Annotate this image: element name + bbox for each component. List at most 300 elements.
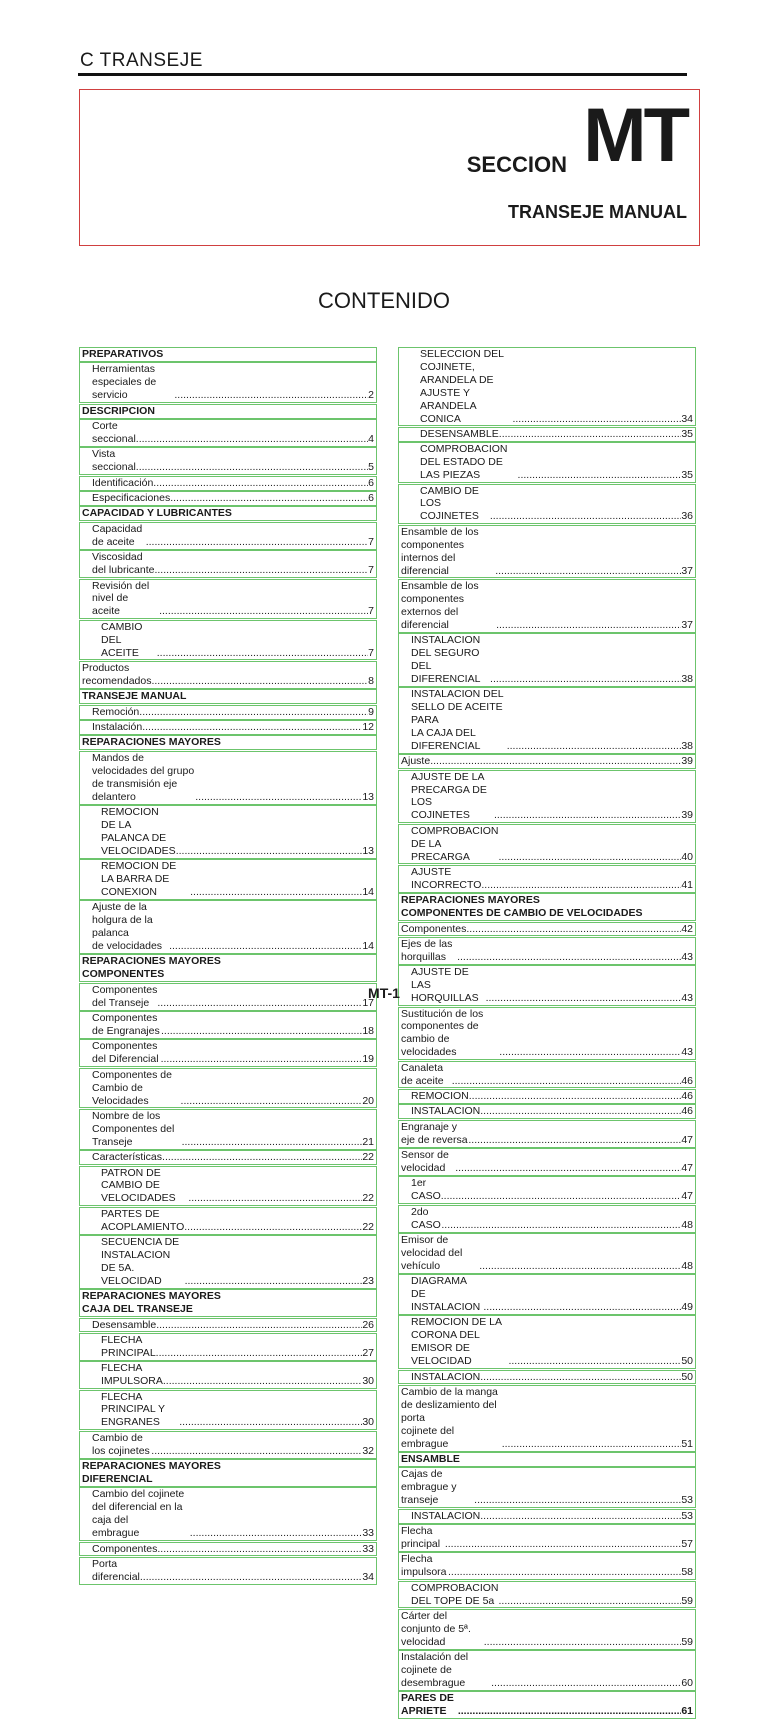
toc-heading[interactable] [79, 347, 377, 362]
toc-dot-leader [445, 1538, 681, 1551]
toc-page-number: 22 [362, 1192, 374, 1205]
toc-page-number: 35 [681, 469, 693, 482]
toc-entry[interactable] [79, 1333, 377, 1361]
toc-dot-leader [151, 1445, 362, 1458]
toc-heading[interactable] [398, 1452, 696, 1467]
toc-page-number: 6 [368, 492, 374, 505]
toc-page-number: 34 [362, 1570, 374, 1583]
toc-dot-leader [156, 1319, 362, 1332]
toc-entry-title: CAMBIO DEL ACEITE [101, 620, 143, 659]
toc-entry[interactable] [398, 1609, 696, 1650]
toc-page-number: 34 [681, 412, 693, 425]
toc-entry-title: DIAGRAMA DE INSTALACION [411, 1275, 481, 1314]
toc-entry-title: FLECHA PRINCIPAL [101, 1333, 156, 1359]
toc-dot-leader [184, 1221, 362, 1234]
toc-page-number: 47 [681, 1161, 693, 1174]
toc-entry-title: INSTALACION [411, 1509, 481, 1522]
toc-entry-title: CAPACIDAD Y LUBRICANTES [82, 507, 232, 520]
toc-entry-title: REPARACIONES MAYORES COMPONENTES [82, 955, 221, 981]
toc-page-number: 36 [681, 510, 693, 523]
toc-entry-title: PARES DE APRIETE [401, 1692, 454, 1718]
toc-page-number: 8 [368, 674, 374, 687]
toc-entry-title: Flecha principal [401, 1525, 441, 1550]
toc-entry[interactable] [79, 362, 377, 403]
toc-entry-title: INSTALACION [411, 1370, 481, 1383]
toc-entry-title: AJUSTE DE LAS HORQUILLAS [411, 966, 479, 1005]
toc-page-number: 53 [681, 1509, 693, 1522]
toc-entry-title: FLECHA IMPULSORA [101, 1362, 163, 1388]
toc-entry-title: Identificación [92, 476, 154, 489]
toc-heading[interactable] [398, 893, 696, 921]
toc-entry[interactable] [398, 1205, 696, 1233]
toc-entry[interactable] [79, 859, 377, 900]
toc-dot-leader [156, 1347, 363, 1360]
toc-entry[interactable] [79, 579, 377, 620]
toc-dot-leader [151, 675, 368, 688]
toc-entry-title: REMOCION DE LA CORONA DEL EMISOR DE VELOCIDAD [411, 1316, 502, 1368]
toc-dot-leader [507, 740, 682, 753]
toc-entry[interactable] [79, 1361, 377, 1389]
toc-entry[interactable] [79, 1431, 377, 1459]
toc-page-number: 20 [362, 1094, 374, 1107]
toc-entry-title: Componentes del Diferencial [92, 1040, 159, 1066]
toc-dot-leader [190, 886, 362, 899]
toc-column-left [79, 347, 377, 1585]
toc-entry[interactable] [398, 922, 696, 937]
toc-entry-title: Desensamble [92, 1318, 157, 1331]
toc-dot-leader [142, 721, 362, 734]
toc-dot-leader [179, 1416, 362, 1429]
toc-dot-leader [480, 1510, 681, 1523]
toc-dot-leader [161, 1025, 362, 1038]
section-code: MT [583, 93, 687, 178]
toc-heading[interactable] [398, 1691, 696, 1719]
toc-entry[interactable] [398, 1007, 696, 1061]
toc-page-number: 5 [368, 461, 374, 474]
toc-heading[interactable] [79, 506, 377, 521]
toc-entry-title: REPARACIONES MAYORES DIFERENCIAL [82, 1460, 221, 1485]
toc-dot-leader [452, 1075, 682, 1088]
toc-page-number: 7 [368, 564, 374, 577]
toc-dot-leader [161, 1053, 363, 1066]
toc-entry[interactable] [398, 1552, 696, 1580]
toc-entry[interactable] [79, 805, 377, 859]
toc-entry-title: Ensamble de los componentes internos del diferencial [401, 525, 479, 577]
toc-page-number: 47 [681, 1133, 693, 1146]
toc-page-number: 33 [362, 1542, 374, 1555]
toc-dot-leader [162, 1151, 362, 1164]
toc-page-number: 39 [681, 809, 693, 822]
toc-entry[interactable] [79, 1318, 377, 1333]
contents-title: CONTENIDO [318, 288, 450, 313]
section-title-box [79, 89, 700, 246]
toc-entry[interactable] [79, 1487, 377, 1541]
toc-dot-leader [466, 923, 681, 936]
toc-entry-title: AJUSTE INCORRECTO [411, 865, 482, 891]
chapter-rule [78, 73, 687, 76]
toc-dot-leader [136, 433, 368, 446]
toc-entry-title: Vista seccional [92, 448, 136, 474]
toc-entry-title: INSTALACION [411, 1105, 481, 1118]
toc-page-number: 9 [368, 705, 374, 718]
toc-dot-leader [480, 1105, 681, 1118]
toc-page-number: 42 [681, 922, 693, 935]
toc-page-number: 38 [681, 672, 693, 685]
toc-entry[interactable] [398, 1274, 696, 1315]
toc-page-number: 43 [681, 992, 693, 1005]
toc-entry-title: Sensor de velocidad [401, 1149, 449, 1174]
seccion-label: SECCION [466, 152, 567, 177]
toc-entry-title: Ajuste [401, 755, 431, 768]
toc-dot-leader [518, 469, 682, 482]
toc-entry-title: PARTES DE ACOPLAMIENTO [101, 1207, 185, 1233]
toc-entry-title: PATRON DE CAMBIO DE VELOCIDADES [101, 1166, 176, 1205]
toc-entry[interactable] [398, 525, 696, 579]
toc-entry[interactable] [79, 1011, 377, 1039]
toc-entry-title: Características [92, 1151, 163, 1164]
toc-dot-leader [479, 1260, 681, 1273]
toc-page-number: 23 [362, 1274, 374, 1287]
toc-entry-title: Instalación del cojinete de desembrague [401, 1651, 469, 1689]
toc-entry[interactable] [79, 620, 377, 661]
toc-entry[interactable] [398, 770, 696, 824]
toc-entry[interactable] [398, 1385, 696, 1452]
toc-dot-leader [508, 1355, 681, 1368]
toc-dot-leader [140, 1571, 362, 1584]
chapter-heading: C TRANSEJE [80, 50, 203, 71]
toc-entry-title: REPARACIONES MAYORES [82, 736, 221, 749]
toc-page-number: 47 [681, 1190, 693, 1203]
toc-page-number: 7 [368, 646, 374, 659]
toc-entry-title: CAMBIO DE LOS COJINETES [420, 484, 479, 523]
toc-entry[interactable] [79, 1542, 377, 1557]
toc-dot-leader [458, 1705, 681, 1718]
toc-dot-leader [490, 510, 681, 523]
toc-page-number: 14 [362, 885, 374, 898]
toc-entry[interactable] [398, 1089, 696, 1104]
toc-entry-title: REMOCION DE LA BARRA DE CONEXION [101, 860, 177, 898]
toc-dot-leader [512, 413, 681, 426]
toc-entry[interactable] [398, 427, 696, 442]
toc-dot-leader [136, 461, 368, 474]
toc-page-number: 14 [362, 940, 374, 953]
toc-entry-title: Porta diferencial [92, 1557, 140, 1583]
toc-dot-leader [496, 619, 681, 632]
toc-entry-title: 1er CASO [411, 1177, 441, 1203]
toc-page-number: 46 [681, 1105, 693, 1118]
toc-entry-title: Herramientas especiales de servicio [92, 363, 157, 402]
page-number: MT-1 [368, 985, 400, 1001]
toc-page-number: 50 [681, 1355, 693, 1368]
toc-entry[interactable] [398, 1509, 696, 1524]
toc-page-number: 57 [681, 1537, 693, 1550]
toc-entry-title: FLECHA PRINCIPAL Y ENGRANES [101, 1390, 165, 1429]
toc-entry[interactable] [79, 419, 377, 447]
toc-entry-title: Componentes del Transeje [92, 983, 158, 1009]
toc-column-right [398, 347, 696, 1720]
toc-dot-leader [484, 1636, 682, 1649]
toc-entry-title: Capacidad de aceite [92, 522, 143, 548]
toc-entry[interactable] [398, 633, 696, 687]
toc-page-number: 38 [681, 739, 693, 752]
toc-entry-title: REMOCION DE LA PALANCA DE VELOCIDADES [101, 806, 176, 857]
toc-dot-leader [448, 1566, 681, 1579]
toc-page-number: 27 [362, 1346, 374, 1359]
toc-page-number: 53 [681, 1494, 693, 1507]
toc-entry-title: Sustitución de los componentes de cambio de velocidades [401, 1007, 484, 1059]
toc-dot-leader [468, 1134, 681, 1147]
toc-entry[interactable] [79, 1390, 377, 1431]
toc-entry[interactable] [398, 484, 696, 525]
toc-entry-title: Viscosidad del lubricante [92, 551, 155, 577]
toc-dot-leader [190, 1527, 363, 1540]
toc-dot-leader [469, 1090, 682, 1103]
toc-entry[interactable] [398, 937, 696, 965]
toc-entry[interactable] [79, 522, 377, 550]
toc-dot-leader [174, 389, 368, 402]
toc-dot-leader [502, 1438, 682, 1451]
toc-dot-leader [457, 951, 681, 964]
toc-entry[interactable] [398, 824, 696, 865]
toc-entry-title: Cárter del conjunto de 5ª. velocidad [401, 1609, 471, 1648]
toc-entry[interactable] [398, 1467, 696, 1508]
toc-page-number: 37 [681, 564, 693, 577]
toc-page-number: 41 [681, 878, 693, 891]
toc-entry[interactable] [398, 1148, 696, 1176]
toc-entry-title: Canaleta de aceite [401, 1061, 444, 1087]
toc-entry[interactable] [398, 865, 696, 893]
toc-entry-title: Componentes de Engranajes [92, 1012, 160, 1037]
toc-page-number: 48 [681, 1259, 693, 1272]
toc-page-number: 7 [368, 535, 374, 548]
toc-entry-title: SELECCION DEL COJINETE, ARANDELA DE AJUSTE Y ARANDELA CONICA [420, 348, 504, 425]
toc-page-number: 22 [362, 1220, 374, 1233]
toc-entry[interactable] [398, 1370, 696, 1385]
toc-dot-leader [195, 791, 362, 804]
toc-entry-title: TRANSEJE MANUAL [82, 690, 187, 703]
toc-page-number: 30 [362, 1375, 374, 1388]
toc-entry-title: Revisión del nivel de aceite [92, 579, 150, 618]
toc-entry[interactable] [398, 754, 696, 769]
toc-entry[interactable] [398, 1104, 696, 1119]
toc-entry-title: 2do CASO [411, 1205, 441, 1231]
toc-heading[interactable] [79, 689, 377, 704]
section-title: TRANSEJE MANUAL [507, 202, 687, 222]
toc-dot-leader [455, 1162, 681, 1175]
toc-entry[interactable] [79, 661, 377, 689]
toc-dot-leader [181, 1095, 363, 1108]
toc-dot-leader [499, 1046, 681, 1059]
toc-entry-title: Componentes [92, 1542, 158, 1555]
toc-page-number: 12 [362, 721, 374, 734]
toc-entry-title: INSTALACION DEL SELLO DE ACEITE PARA LA CAJA DEL DIFERENCIAL [411, 688, 504, 752]
toc-page-number: 33 [362, 1527, 374, 1540]
toc-entry-title: COMPROBACION DEL TOPE DE 5a [411, 1581, 499, 1607]
toc-dot-leader [430, 755, 681, 768]
toc-entry-title: DESENSAMBLE [420, 427, 499, 440]
toc-page-number: 26 [362, 1318, 374, 1331]
toc-page-number: 2 [368, 389, 374, 402]
toc-page-number: 60 [681, 1677, 693, 1689]
toc-page-number: 48 [681, 1218, 693, 1231]
toc-page-number: 40 [681, 850, 693, 863]
toc-dot-leader [491, 1677, 681, 1690]
toc-page-number: 13 [362, 790, 374, 803]
toc-dot-leader [499, 851, 682, 864]
toc-entry[interactable] [79, 720, 377, 735]
toc-entry-title: Cambio de los cojinetes [92, 1431, 150, 1457]
toc-heading[interactable] [79, 735, 377, 750]
toc-entry-title: Componentes de Cambio de Velocidades [92, 1068, 172, 1107]
toc-dot-leader [170, 492, 368, 505]
toc-entry[interactable] [79, 705, 377, 720]
toc-heading[interactable] [79, 954, 377, 982]
toc-dot-leader [169, 940, 362, 953]
toc-page-number: 49 [681, 1301, 693, 1314]
toc-dot-leader [441, 1219, 681, 1232]
toc-entry[interactable] [398, 579, 696, 633]
toc-page-number: 13 [362, 844, 374, 857]
toc-entry-title: COMPROBACION DEL ESTADO DE LAS PIEZAS [420, 443, 508, 482]
toc-page-number: 59 [681, 1635, 693, 1648]
toc-entry[interactable] [398, 347, 696, 426]
toc-dot-leader [185, 1275, 363, 1288]
toc-page-number: 43 [681, 950, 693, 963]
toc-entry-title: PREPARATIVOS [82, 348, 164, 360]
toc-entry[interactable] [79, 447, 377, 475]
toc-page-number: 61 [681, 1705, 693, 1718]
toc-page-number: 18 [362, 1025, 374, 1037]
toc-page-number: 35 [681, 427, 693, 440]
toc-entry-title: Nombre de los Componentes del Transeje [92, 1109, 175, 1148]
toc-page-number: 43 [681, 1046, 693, 1059]
toc-entry[interactable] [398, 1650, 696, 1691]
toc-page-number: 21 [362, 1135, 374, 1148]
toc-entry[interactable] [398, 1581, 696, 1609]
toc-page-number: 17 [362, 996, 374, 1009]
toc-entry[interactable] [79, 550, 377, 578]
toc-page-number: 30 [362, 1416, 374, 1429]
toc-entry-title: COMPROBACION DE LA PRECARGA [411, 824, 499, 863]
toc-dot-leader [481, 879, 681, 892]
toc-entry-title: Cambio de la manga de deslizamiento del porta cojinete del embrague [401, 1385, 498, 1450]
toc-dot-leader [182, 1136, 363, 1149]
toc-dot-leader [153, 477, 368, 490]
toc-dot-leader [495, 565, 681, 578]
toc-entry[interactable] [79, 1039, 377, 1067]
toc-page-number: 59 [681, 1594, 693, 1607]
toc-dot-leader [474, 1494, 681, 1507]
toc-entry-title: Cajas de embrague y transeje [401, 1468, 457, 1507]
toc-heading[interactable] [79, 1459, 377, 1487]
toc-dot-leader [188, 1192, 362, 1205]
toc-page-number: 58 [681, 1566, 693, 1579]
toc-page-number: 51 [681, 1437, 693, 1450]
toc-entry-title: Productos recomendados [82, 661, 152, 687]
toc-entry[interactable] [398, 687, 696, 754]
toc-entry[interactable] [398, 1315, 696, 1369]
toc-heading[interactable] [79, 404, 377, 419]
toc-page-number: 22 [362, 1151, 374, 1164]
toc-entry[interactable] [398, 1176, 696, 1204]
toc-entry-title: DESCRIPCION [82, 404, 155, 417]
toc-entry-title: ENSAMBLE [401, 1453, 460, 1465]
toc-entry-title: INSTALACION DEL SEGURO DEL DIFERENCIAL [411, 634, 481, 685]
toc-entry[interactable] [79, 1068, 377, 1109]
toc-page-number: 32 [362, 1444, 374, 1457]
toc-dot-leader [154, 564, 368, 577]
toc-entry-title: Ajuste de la holgura de la palanca de velocidades [92, 901, 163, 953]
toc-entry[interactable] [79, 900, 377, 954]
toc-entry-title: Instalación [92, 721, 143, 734]
toc-dot-leader [499, 428, 682, 441]
toc-entry-title: Componentes [401, 922, 467, 935]
toc-entry[interactable] [79, 751, 377, 805]
toc-entry-title: SECUENCIA DE INSTALACION DE 5A. VELOCIDAD [101, 1236, 180, 1287]
toc-entry[interactable] [398, 1120, 696, 1148]
toc-entry[interactable] [398, 442, 696, 483]
toc-dot-leader [490, 673, 681, 686]
toc-page-number: 7 [368, 605, 374, 618]
toc-entry-title: Remoción [92, 705, 140, 718]
toc-entry[interactable] [398, 1233, 696, 1274]
toc-heading[interactable] [79, 1289, 377, 1317]
toc-entry-title: Especificaciones [92, 492, 171, 505]
toc-entry-title: Emisor de velocidad del vehículo [401, 1234, 463, 1272]
toc-entry-title: AJUSTE DE LA PRECARGA DE LOS COJINETES [411, 770, 487, 822]
toc-entry[interactable] [79, 1235, 377, 1289]
toc-entry-title: REPARACIONES MAYORES COMPONENTES DE CAMBIO DE VELOCIDADES [401, 894, 643, 920]
toc-dot-leader [146, 536, 368, 549]
toc-dot-leader [159, 605, 368, 618]
toc-dot-leader [176, 845, 363, 858]
toc-entry[interactable] [79, 491, 377, 506]
toc-dot-leader [139, 706, 368, 719]
toc-dot-leader [494, 809, 681, 822]
toc-page-number: 46 [681, 1089, 693, 1102]
toc-dot-leader [483, 1301, 681, 1314]
toc-entry[interactable] [79, 1166, 377, 1207]
toc-entry[interactable] [79, 1109, 377, 1150]
toc-entry[interactable] [398, 1061, 696, 1089]
toc-entry-title: Cambio del cojinete del diferencial en la caja del embrague [92, 1488, 185, 1540]
toc-entry-title: Flecha impulsora [401, 1553, 447, 1579]
toc-entry[interactable] [79, 1557, 377, 1585]
toc-dot-leader [480, 1371, 681, 1384]
toc-entry-title: Ensamble de los componentes externos del diferencial [401, 579, 479, 631]
toc-dot-leader [163, 1375, 362, 1388]
toc-dot-leader [441, 1190, 682, 1203]
toc-page-number: 19 [362, 1053, 374, 1066]
toc-page-number: 4 [368, 432, 374, 445]
toc-entry-title: Mandos de velocidades del grupo de transmisión eje delantero [92, 751, 195, 803]
toc-page-number: 46 [681, 1074, 693, 1087]
toc-entry-title: Ejes de las horquillas [401, 937, 453, 963]
toc-entry-title: Corte seccional [92, 420, 136, 445]
toc-dot-leader [499, 1595, 682, 1608]
toc-dot-leader [157, 647, 368, 660]
toc-entry[interactable] [79, 1150, 377, 1165]
toc-page-number: 50 [681, 1370, 693, 1383]
toc-entry[interactable] [398, 1524, 696, 1552]
toc-page-number: 6 [368, 476, 374, 489]
toc-page-number: 37 [681, 618, 693, 631]
toc-entry-title: REMOCION [411, 1089, 469, 1102]
toc-page-number: 39 [681, 755, 693, 768]
toc-entry[interactable] [79, 476, 377, 491]
toc-entry-title: REPARACIONES MAYORES CAJA DEL TRANSEJE [82, 1290, 221, 1316]
toc-entry[interactable] [79, 1207, 377, 1235]
